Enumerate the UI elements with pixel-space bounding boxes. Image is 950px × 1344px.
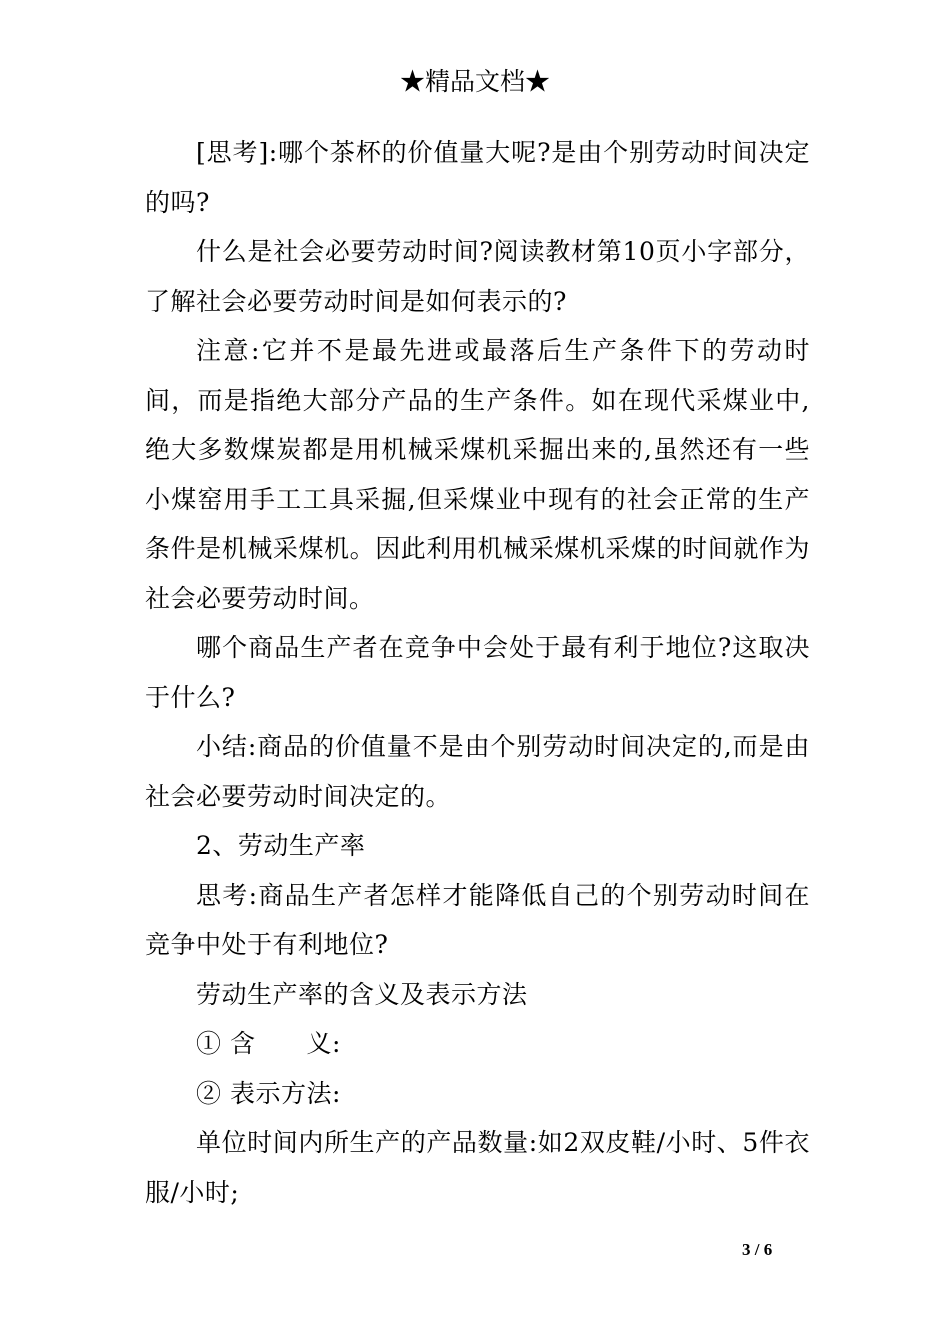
list-item-meaning: ① 含 义: [196,1029,341,1058]
list-item-representation: ② 表示方法: [196,1078,341,1108]
paragraph-note: 注意:它并不是最先进或最落后生产条件下的劳动时间，而是指绝大部分产品的生产条件。如在现代采煤业中,绝大多数煤炭都是用机械采煤机采掘出来的,虽然还有一些小煤窑用手工工具采掘,但采煤业中现有的社会正常的生产条件是机械采煤机。因此利用机械采煤机采煤的时间就作为社会必要劳动时间。 [145,336,810,613]
page-header [0,64,950,100]
header-title: ★精品文档★ [399,67,550,96]
page-number [742,1238,772,1262]
paragraph-unit-time-output: 单位时间内所生产的产品数量:如2双皮鞋/小时、5件衣服/小时; [145,1128,810,1207]
paragraph-social-labor-time: 什么是社会必要劳动时间?阅读教材第10页小字部分，了解社会必要劳动时间是如何表示的? [145,237,810,316]
paragraph-summary: 小结:商品的价值量不是由个别劳动时间决定的,而是由社会必要劳动时间决定的。 [145,732,810,811]
paragraph-competition-question: 哪个商品生产者在竞争中会处于最有利于地位?这取决于什么? [145,633,810,712]
paragraph-productivity-meaning: 劳动生产率的含义及表示方法 [196,979,528,1009]
document-body [145,128,810,1217]
paragraph-think-reduce-time: 思考:商品生产者怎样才能降低自己的个别劳动时间在竞争中处于有利地位? [145,880,810,959]
paragraph-think-teacup: [思考]:哪个茶杯的价值量大呢?是由个别劳动时间决定的吗? [145,138,810,217]
page-indicator: 3 / 6 [742,1240,773,1259]
section-heading-productivity: 2、劳动生产率 [196,831,366,860]
